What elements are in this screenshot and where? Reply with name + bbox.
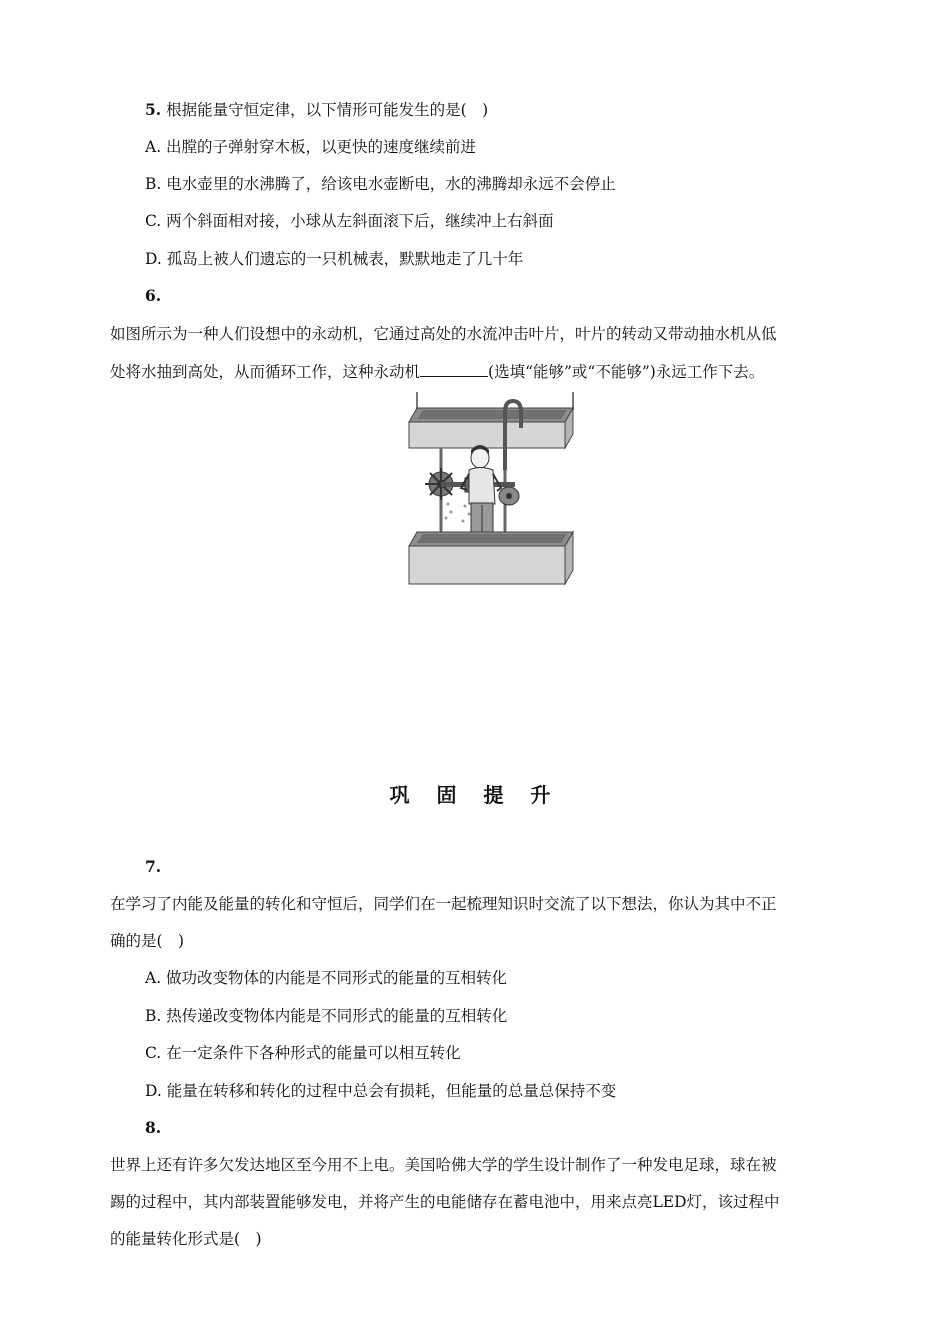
q7-number: 7.	[145, 857, 162, 876]
q6-text-line1: 如图所示为一种人们设想中的永动机，它通过高处的水流冲击叶片，叶片的转动又带动抽水机从低	[110, 325, 777, 343]
upper-water-tank	[409, 392, 573, 448]
q5-option-c: C. 两个斜面相对接，小球从左斜面滚下后，继续冲上右斜面	[145, 212, 554, 230]
lower-water-tank	[409, 532, 573, 584]
q5-option-b: B. 电水壶里的水沸腾了，给该电水壶断电，水的沸腾却永远不会停止	[145, 175, 616, 193]
q7-option-b: B. 热传递改变物体内能是不同形式的能量的互相转化	[145, 1007, 508, 1025]
q7-text-line1: 在学习了内能及能量的转化和守恒后，同学们在一起梳理知识时交流了以下想法，你认为其中不正	[110, 895, 777, 913]
falling-water	[445, 503, 471, 523]
q8-text-line2: 踢的过程中，其内部装置能够发电，并将产生的电能储存在蓄电池中，用来点亮LED灯，该过程中	[110, 1193, 780, 1211]
q5-number: 5.	[145, 100, 162, 119]
answer-blank	[420, 362, 488, 377]
section-title: 巩 固 提 升	[389, 783, 561, 807]
perpetual-motion-machine-figure	[405, 392, 575, 588]
q7-option-a: A. 做功改变物体的内能是不同形式的能量的互相转化	[145, 969, 508, 987]
q5-stem: 根据能量守恒定律，以下情形可能发生的是( )	[166, 101, 489, 119]
q7-option-d: D. 能量在转移和转化的过程中总会有损耗，但能量的总量总保持不变	[145, 1082, 617, 1100]
person	[461, 445, 501, 535]
q6-text-line2	[110, 362, 764, 382]
q8-text-line3: 的能量转化形式是( )	[110, 1230, 262, 1248]
q5-option-a: A. 出膛的子弹射穿木板，以更快的速度继续前进	[145, 138, 477, 156]
q6-number: 6.	[145, 286, 162, 305]
q7-text-line2: 确的是( )	[110, 932, 185, 950]
q5-stem-line	[145, 100, 488, 120]
q5-option-d: D. 孤岛上被人们遗忘的一只机械表，默默地走了几十年	[145, 250, 524, 268]
q6-text-before-blank: 处将水抽到高处，从而循环工作，这种永动机	[110, 363, 421, 381]
q8-number: 8.	[145, 1118, 162, 1137]
q7-option-c: C. 在一定条件下各种形式的能量可以相互转化	[145, 1044, 461, 1062]
q8-text-line1: 世界上还有许多欠发达地区至今用不上电。美国哈佛大学的学生设计制作了一种发电足球，球在被	[110, 1156, 777, 1174]
q6-text-after-blank: (选填“能够”或“不能够”)永远工作下去。	[488, 363, 765, 381]
